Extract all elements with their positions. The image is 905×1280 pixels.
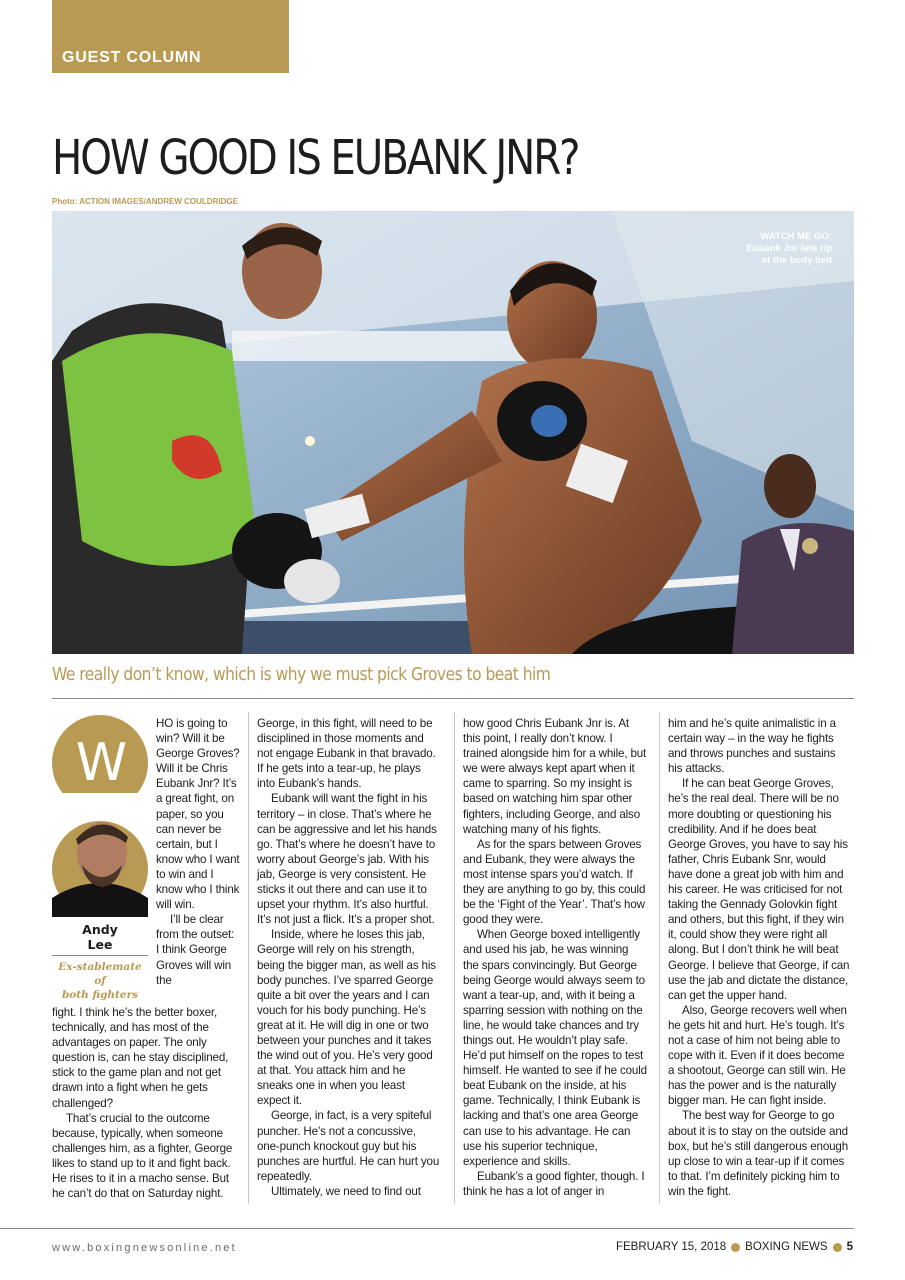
article-column-1-top <box>156 716 240 988</box>
paragraph: him and he’s quite animalistic in a certain way – in the way he fights and throws punches and sustains his attacks. <box>668 717 836 776</box>
author-role <box>52 960 148 1002</box>
paragraph: George, in fact, is a very spiteful puncher. He’s not a concussive, one-punch knockout guy but his punches are hurtful. He can hurt you repeatedly. <box>257 1109 440 1183</box>
paragraph: That’s crucial to the outcome because, typically, when someone challenges him, as a fighter, George likes to stand up to it and fight back. He rises to it in a macho sense. But he can’t do that on Saturday night. <box>52 1111 233 1201</box>
paragraph: I’ll be clear from the outset: I think George Groves will win the <box>156 913 235 987</box>
author-first-name: Andy <box>82 922 118 937</box>
author-portrait-image <box>52 793 148 917</box>
author-name <box>52 922 148 952</box>
headline: HOW GOOD IS EUBANK JNR? <box>52 130 579 186</box>
paragraph: how good Chris Eubank Jnr is. At this point, I really don’t know. I trained alongside him for a while, but we were always kept apart when it came to sparring. So my insight is based on watching him spar other fighters, including George, and also watching many of his fights. <box>463 717 647 836</box>
photo-caption <box>746 231 832 267</box>
photo-credit: Photo: ACTION IMAGES/ANDREW COULDRIDGE <box>52 197 238 206</box>
section-tab <box>52 0 289 73</box>
paragraph: Eubank will want the fight in his territory – in close. That’s where he can be aggressive and let his hands go. That’s where he doesn’t have to worry about George’s jab. With his jab, George is very consistent. He sticks it out there and can use it to upset your rhythm. It’s also hurtful. It’s not just a flick. It’s a proper shot. <box>257 792 437 927</box>
article-column-1-bottom <box>52 1005 240 1201</box>
paragraph: Ultimately, we need to find out <box>271 1184 421 1198</box>
column-divider <box>659 712 660 1204</box>
divider <box>52 698 854 699</box>
paragraph: When George boxed intelligently and used his jab, he was winning the spars convincingly. But George being George would always seem to want a tear-up, and, with it being a sparring session with nothing on the line, he would take chances and try things out. He wouldn’t play safe. He’d put himself on the ropes to test himself. He wanted to see if he could beat Eubank on the inside, at his game. Technically, I think Eubank is lacking and that’s one area George can use to his advantage. He can use his superior technique, experience and skills. <box>463 928 647 1168</box>
paragraph: HO is going to win? Will it be George Groves? Will it be Chris Eubank Jnr? It’s a great fight, on paper, so you can never be certain, but I know who I want to win and I know who I think will win. <box>156 717 240 912</box>
article-column-3 <box>463 716 647 1199</box>
author-role-line-1: Ex-stablemate of <box>58 961 142 987</box>
magazine-name: BOXING NEWS <box>745 1241 828 1253</box>
paragraph: George, in this fight, will need to be disciplined in those moments and not engage Eubank in that bravado. If he gets into a tear-up, he plays into Eubank’s hands. <box>257 717 436 791</box>
caption-line-1: WATCH ME GO: <box>760 231 832 242</box>
author-last-name: Lee <box>87 937 113 952</box>
footer-url[interactable]: www.boxingnewsonline.net <box>52 1242 237 1254</box>
footer-divider <box>0 1228 854 1229</box>
column-divider <box>248 712 249 1204</box>
paragraph: Eubank’s a good fighter, though. I think he has a lot of anger in <box>463 1169 645 1198</box>
caption-line-3: at the body belt <box>761 255 832 266</box>
paragraph: As for the spars between Groves and Eubank, they were always the most intense spars you’d watch. If they are anything to go by, this could be the ‘Fight of the Year’. That’s how good they were. <box>463 837 646 927</box>
footer-info <box>616 1241 853 1253</box>
paragraph: The best way for George to go about it is to stay on the outside and box, but he’s still dangerous enough up close to win a tear-up if it comes to that. I’m definitely picking him to win the fight. <box>668 1109 849 1198</box>
article-column-2 <box>257 716 441 1199</box>
paragraph: If he can beat George Groves, he’s the real deal. There will be no more doubting or questioning his credibility. And if he does beat George Groves, you have to say his father, Chris Eubank Snr, would have done a great job with him and his career. He was criticised for not taking the Gennady Golovkin fight and others, but this fight, if they win it, could show they were right all along. But I don’t think he will beat George. I believe that George, if can use the jab and dictate the distance, can get the upper hand. <box>668 777 850 1002</box>
dropcap: W <box>52 715 148 811</box>
issue-date: FEBRUARY 15, 2018 <box>615 1241 727 1253</box>
paragraph: Also, George recovers well when he gets hit and hurt. He’s tough. It’s not a case of him not being able to cope with it. Even if it does become a shootout, George can still win. He has the power and is the naturally bigger man. He can fight inside. <box>668 1003 847 1108</box>
bullet-dot-icon <box>731 1243 740 1252</box>
paragraph: fight. I think he’s the better boxer, technically, and has most of the advantages on paper. The only question is, can he stay disciplined, stick to the game plan and not get drawn into a fight when he gets challenged? <box>52 1006 229 1110</box>
boxing-training-illustration <box>52 211 854 654</box>
caption-line-2: Eubank Jnr lets rip <box>746 243 832 254</box>
standfirst: We really don’t know, which is why we must pick Groves to beat him <box>52 664 551 685</box>
page-number: 5 <box>846 1241 853 1253</box>
main-photo <box>52 211 854 654</box>
section-label: GUEST COLUMN <box>62 49 202 66</box>
author-divider <box>52 955 148 956</box>
paragraph: Inside, where he loses this jab, George will rely on his strength, being the bigger man, as well as his body punches. I’ve sparred George quite a bit over the years and I can vouch for his body punching. He’s great at it. He will dig in one or two between your punches and it takes the wind out of you. He’s very good at that. You attack him and he sneaks one in when you least expect it. <box>257 928 436 1108</box>
author-role-line-2: both fighters <box>61 989 139 1001</box>
column-divider <box>454 712 455 1204</box>
bullet-dot-icon <box>833 1243 842 1252</box>
author-photo <box>52 793 148 917</box>
article-column-4 <box>668 716 852 1199</box>
